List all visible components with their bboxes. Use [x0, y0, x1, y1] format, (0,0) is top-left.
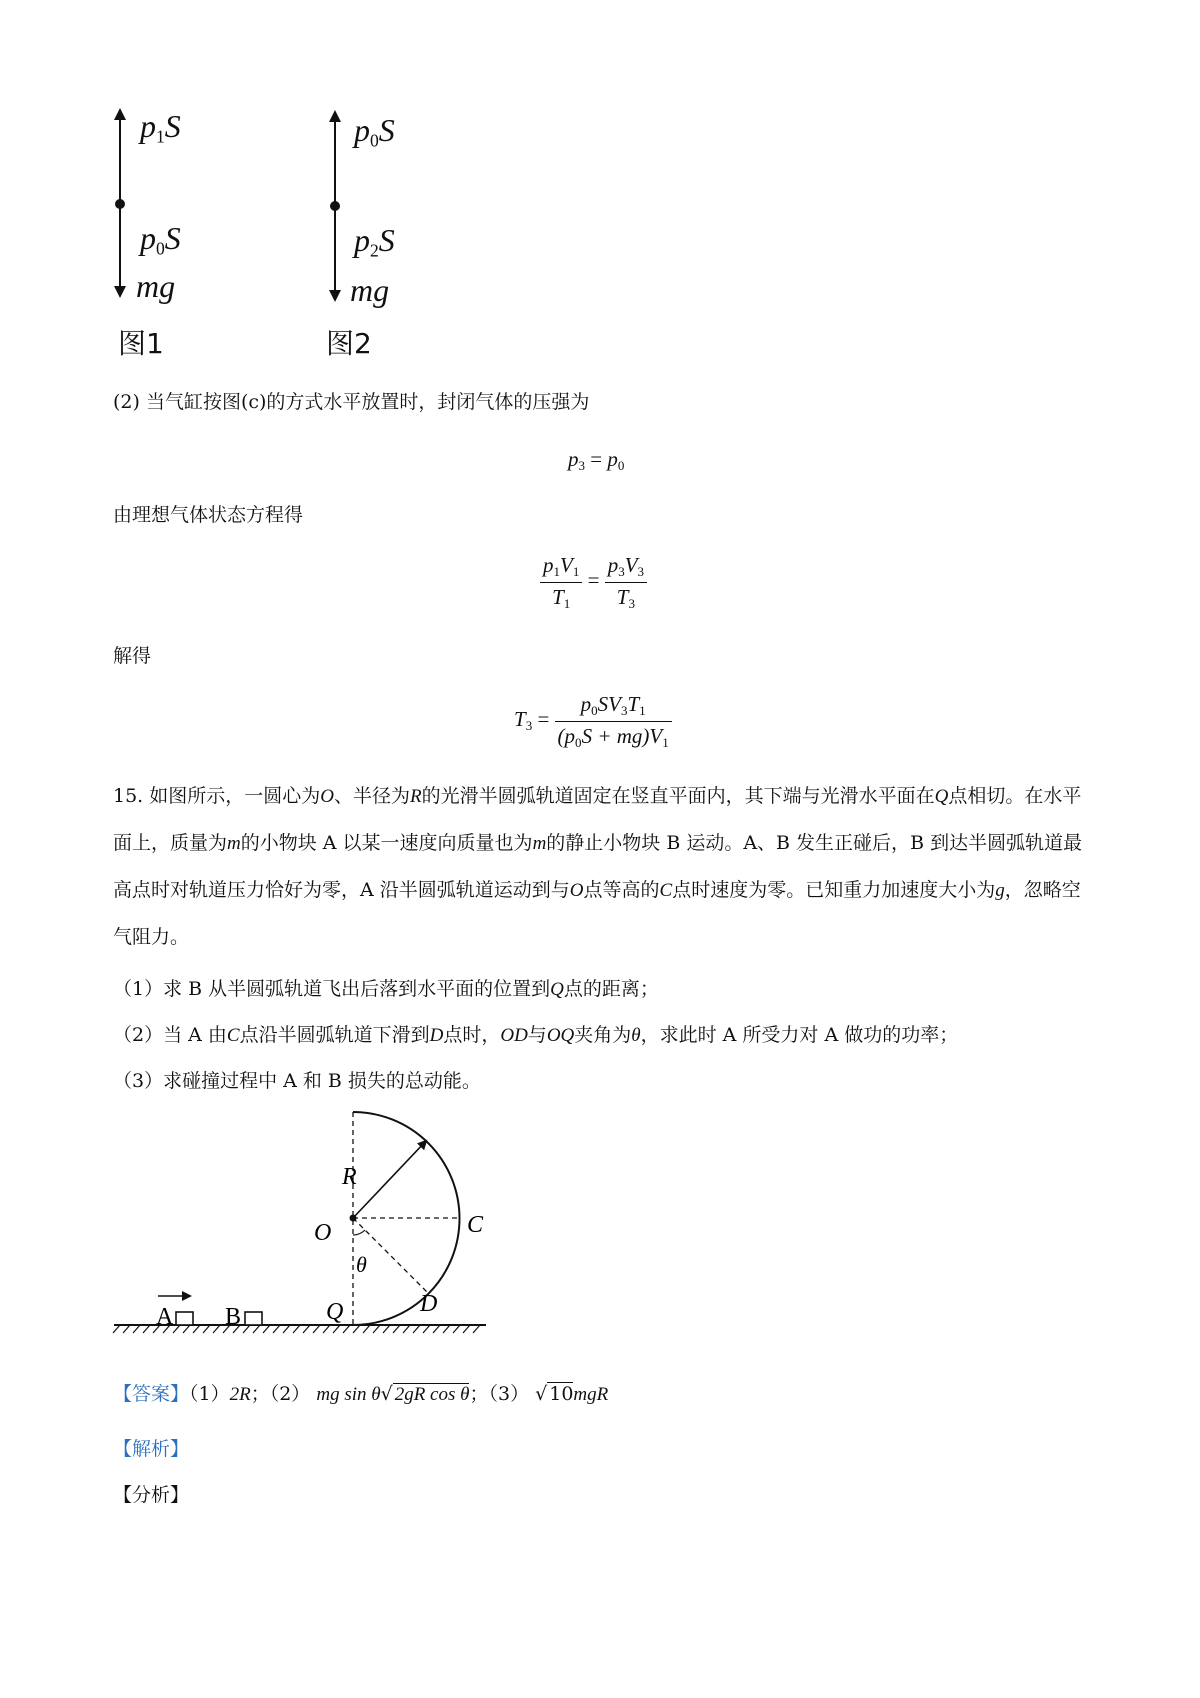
q15-sub3 — [113, 1069, 481, 1093]
text-segment: OD — [500, 1025, 528, 1046]
text-segment: 与 — [527, 1024, 547, 1046]
text-segment: C — [659, 880, 673, 901]
text-segment: 点等高的 — [583, 879, 660, 901]
fig2-gravity: mg — [350, 272, 390, 308]
eq-p3-p0: $p_3 = p_0$ — [568, 447, 625, 473]
force-diagram-svg — [0, 0, 1200, 360]
text-segment: R — [410, 786, 422, 807]
block-A — [176, 1312, 193, 1325]
text-segment: 如图所示，一圆心为 — [149, 785, 321, 807]
text-segment: 点的距离； — [563, 978, 659, 1000]
text-segment: 的光滑半圆弧轨道固定在竖直平面内，其下端与光滑水平面在 — [421, 785, 935, 807]
q15-sub2 — [113, 1023, 958, 1048]
label-C: C — [467, 1212, 484, 1238]
analysis-tag: 【解析】 — [113, 1438, 190, 1460]
text-segment: 的静止小物块 B 运动。A、B 发生正碰后，B 到达半圆弧轨道最高点时对轨道压力恰好为零，A 沿半圆弧轨道运动到与 — [113, 832, 1083, 901]
text-segment: （2）当 A 由 — [113, 1024, 227, 1046]
center-O — [350, 1215, 357, 1222]
fig2-down-force: $p_2S$ — [354, 222, 395, 261]
track-figure — [100, 1100, 500, 1350]
answer-tag: 【答案】 — [113, 1383, 190, 1405]
label-O: O — [314, 1220, 332, 1246]
text-segment: ，求此时 A 所受力对 A 做功的功率； — [640, 1024, 959, 1046]
label-A: A — [156, 1304, 174, 1330]
fig2-up-force: $p_0S$ — [354, 112, 395, 151]
text-segment: D — [429, 1025, 444, 1046]
text-segment: 的小物块 A 以某一速度向质量也为 — [240, 832, 533, 854]
text-segment: （1）求 B 从半圆弧轨道飞出后落到水平面的位置到 — [113, 978, 551, 1000]
text-segment: 点相切。在水平面上，质量为 — [113, 785, 1082, 854]
text-segment: Q — [934, 786, 949, 807]
fig1-label: 图1 — [118, 327, 164, 360]
fig2-label: 图2 — [326, 327, 372, 360]
fig1-point — [115, 199, 125, 209]
text-segment: g — [995, 880, 1005, 901]
text-segment: m — [227, 833, 241, 854]
part2-intro: (2) 当气缸按图(c)的方式水平放置时，封闭气体的压强为 — [113, 391, 590, 413]
text-segment: 夹角为 — [574, 1024, 632, 1046]
label-theta: θ — [356, 1252, 367, 1277]
text-segment: OQ — [546, 1025, 575, 1046]
eq-state: $\frac{p_1V_1}{T_1}$ = $\frac{p_3V_3}{T_3}$ — [540, 553, 647, 612]
solve-text: 解得 — [113, 645, 152, 667]
label-B: B — [225, 1304, 242, 1330]
q15-sub1 — [113, 977, 659, 1002]
text-segment: C — [226, 1025, 240, 1046]
text-segment: ，忽略空气阻力。 — [113, 879, 1081, 948]
text-segment: 、半径为 — [334, 785, 411, 807]
fig1-gravity: mg — [136, 268, 176, 304]
answer-line: 【答案】（1）2R；（2） mg sin θ√ 2gR cos θ；（3） √ 10mgR — [113, 1383, 609, 1405]
fig1-down-force: $p_0S$ — [140, 220, 181, 259]
label-R: R — [342, 1164, 357, 1190]
q15-number: 15. — [113, 785, 144, 807]
text-segment: 点时， — [443, 1024, 501, 1046]
text-segment: θ — [631, 1025, 641, 1046]
text-segment: O — [569, 880, 584, 901]
fig1-up-force: $p_1S$ — [140, 108, 181, 147]
text-segment: Q — [550, 979, 564, 1000]
text-segment: O — [320, 786, 335, 807]
text-segment: 点时速度为零。已知重力加速度大小为 — [672, 879, 996, 901]
text-segment: 点沿半圆弧轨道下滑到 — [239, 1024, 430, 1046]
text-segment: （3）求碰撞过程中 A 和 B 损失的总动能。 — [113, 1070, 481, 1092]
state-eq-text: 由理想气体状态方程得 — [113, 504, 304, 526]
label-Q: Q — [326, 1299, 344, 1325]
radius-R-arrow — [353, 1141, 426, 1218]
label-D: D — [420, 1291, 438, 1317]
eq-T3: $T_3$ = $\frac{p_0SV_3T_1}{(p_0S + mg)V_1}$ — [514, 692, 672, 751]
q15-paragraph — [113, 773, 1091, 960]
q15-text — [113, 785, 1082, 948]
text-segment: m — [532, 833, 547, 854]
theta-arc — [353, 1230, 365, 1235]
fenxi-tag: 【分析】 — [113, 1484, 190, 1506]
fig2-point — [330, 201, 340, 211]
block-B — [245, 1312, 262, 1325]
